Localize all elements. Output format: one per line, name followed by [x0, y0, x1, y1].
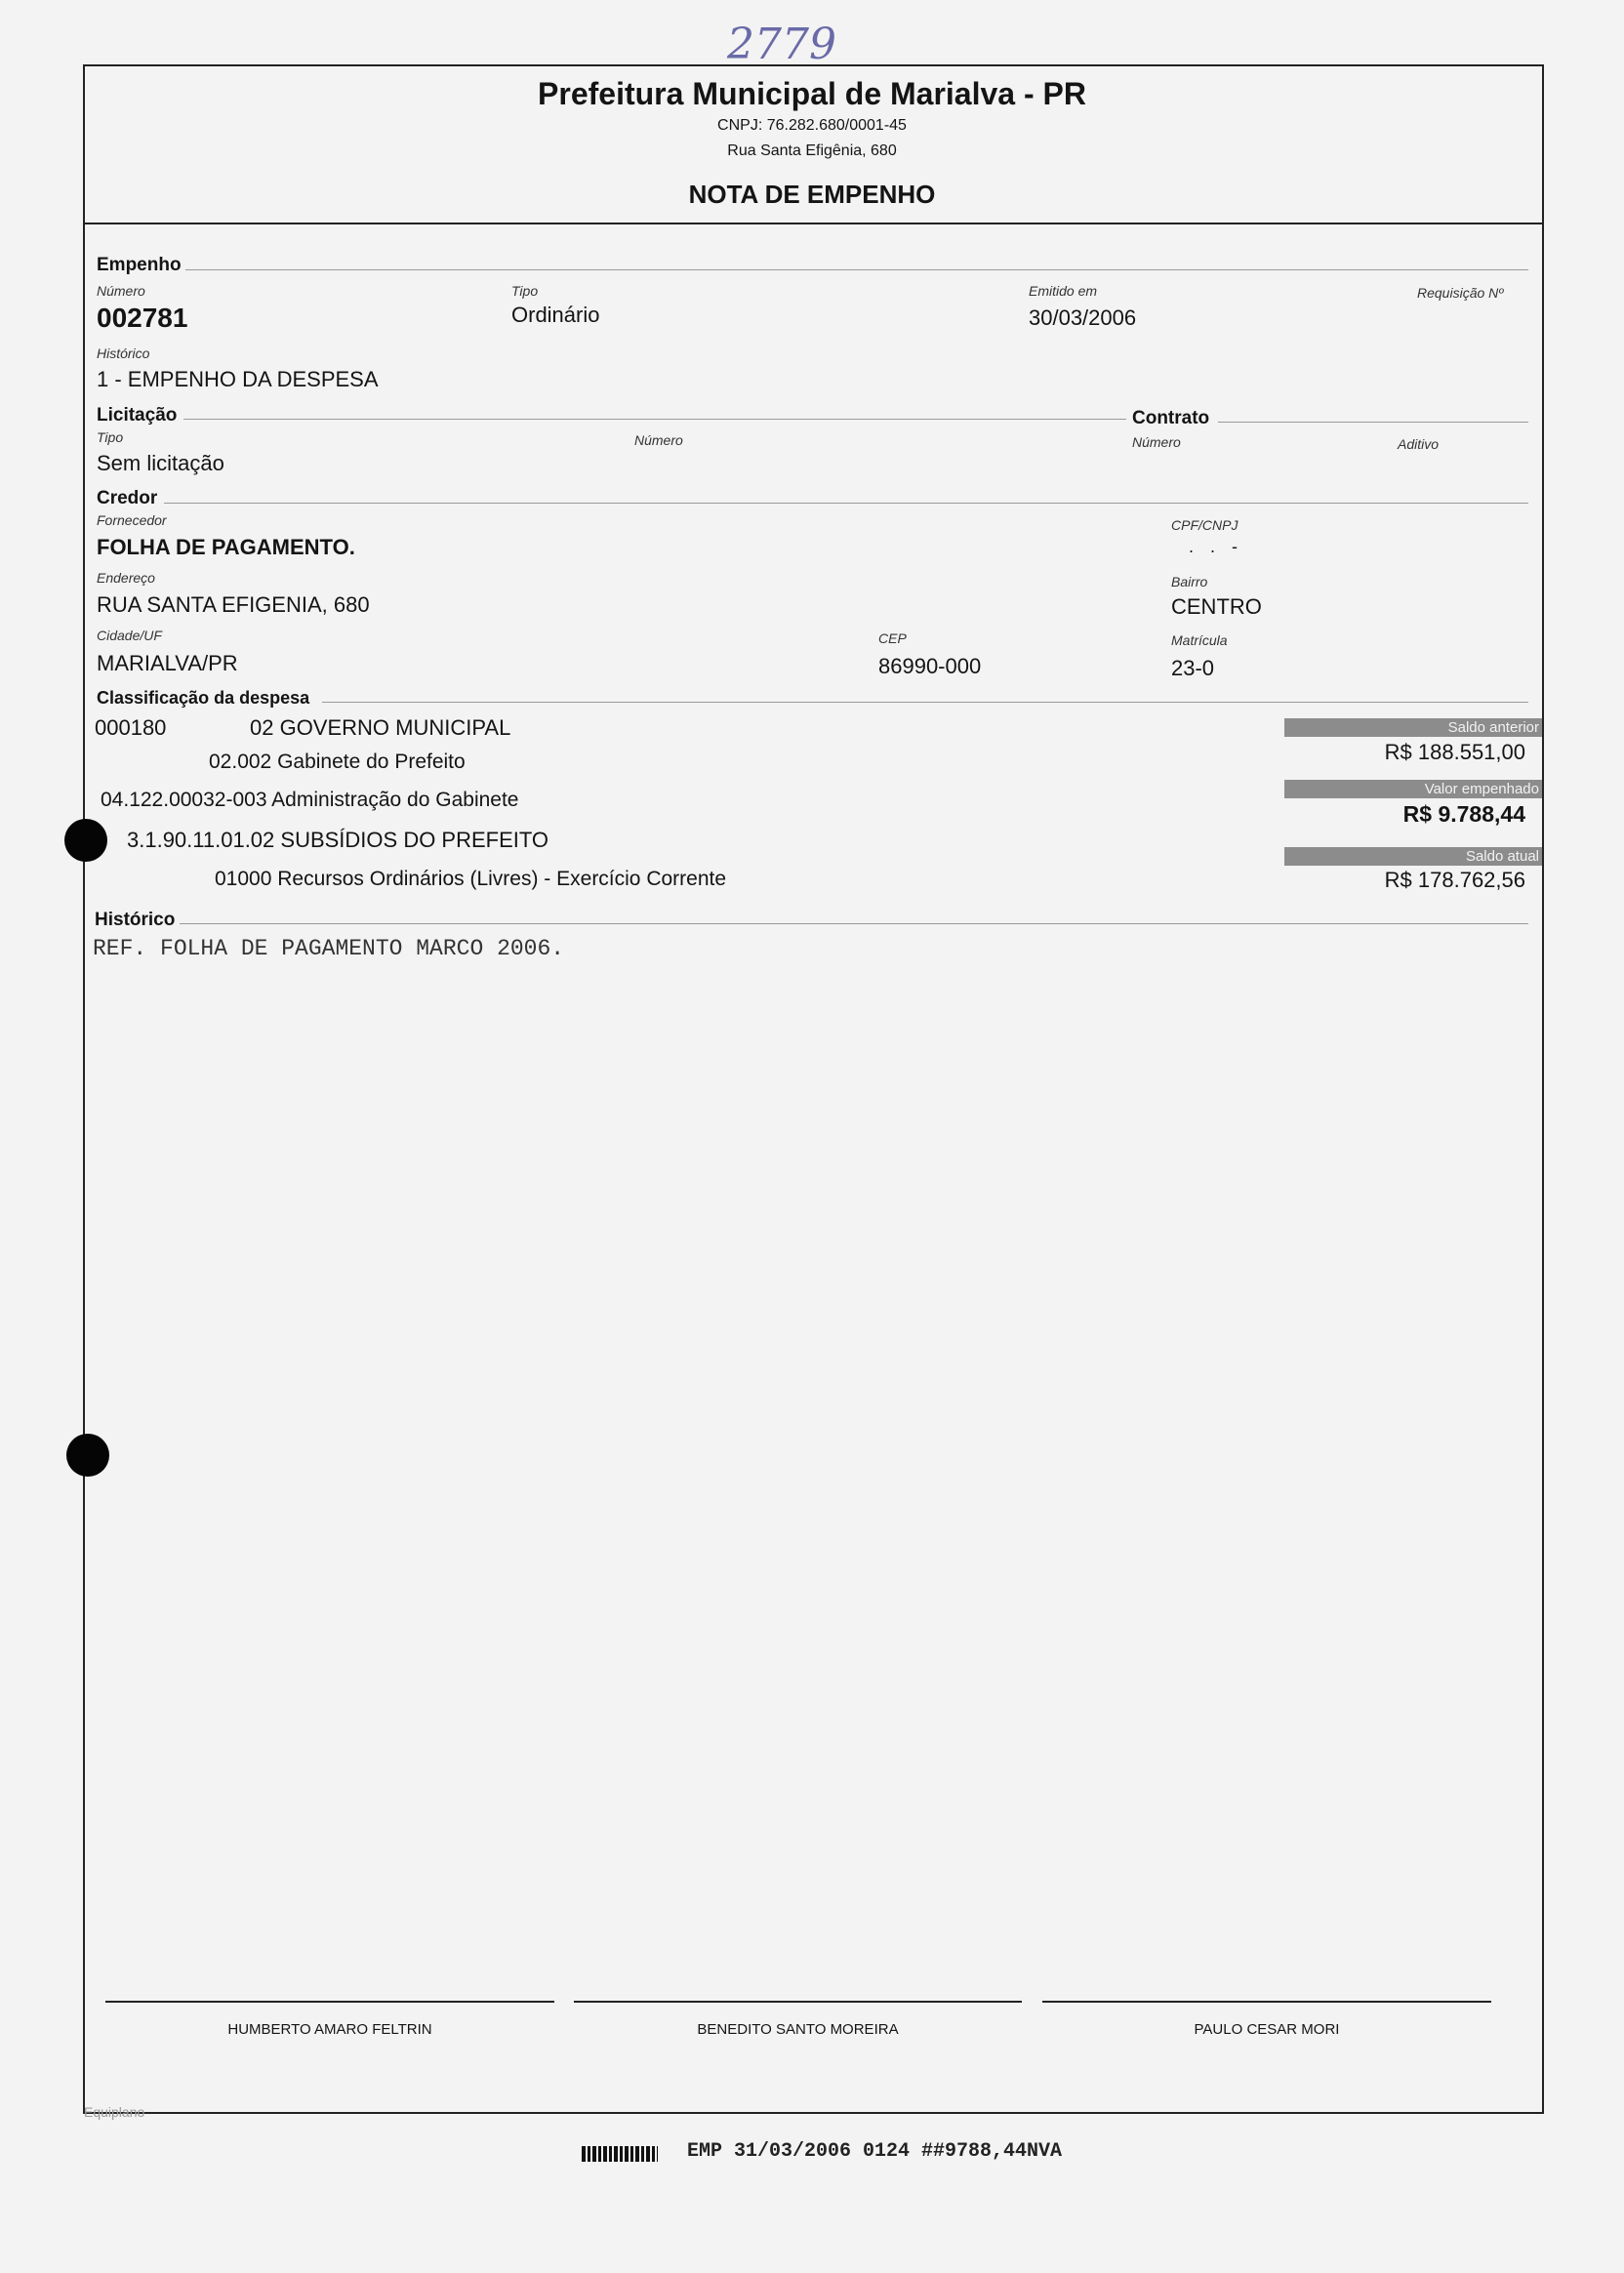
label-licitacao-tipo: Tipo [97, 429, 124, 445]
label-contrato-aditivo: Aditivo [1398, 436, 1440, 452]
signature-name: PAULO CESAR MORI [1194, 2021, 1340, 2038]
classificacao-funcional: 04.122.00032-003 Administração do Gabinete [101, 789, 519, 811]
section-rule [180, 923, 1528, 924]
credor-fornecedor: FOLHA DE PAGAMENTO. [97, 535, 355, 559]
classificacao-code: 000180 [95, 715, 167, 740]
barcode-mark [582, 2146, 658, 2162]
credor-bairro: CENTRO [1171, 594, 1262, 619]
cnpj: CNPJ: 76.282.680/0001-45 [717, 117, 907, 134]
empenho-emitido: 30/03/2006 [1029, 305, 1137, 330]
label-requisicao: Requisição Nº [1417, 285, 1504, 301]
label-cidade: Cidade/UF [97, 628, 162, 643]
label-tipo: Tipo [511, 283, 539, 299]
label-cpf: CPF/CNPJ [1171, 517, 1238, 533]
credor-cpf: . . - [1189, 537, 1243, 556]
classificacao-orgao: 02 GOVERNO MUNICIPAL [250, 715, 511, 740]
valor-empenhado-value: R$ 9.788,44 [1402, 801, 1525, 827]
credor-cidade: MARIALVA/PR [97, 651, 238, 675]
punch-hole [66, 1434, 109, 1477]
label-fornecedor: Fornecedor [97, 512, 167, 528]
page-title: Prefeitura Municipal de Marialva - PR [538, 76, 1086, 111]
header-divider [83, 223, 1544, 224]
classificacao-unidade: 02.002 Gabinete do Prefeito [209, 751, 466, 773]
section-rule [164, 503, 1528, 504]
section-contrato: Contrato [1132, 408, 1210, 428]
software-mark: Equiplano [84, 2104, 145, 2120]
historico-text: REF. FOLHA DE PAGAMENTO MARCO 2006. [93, 936, 565, 961]
section-licitacao: Licitação [97, 405, 178, 426]
saldo-anterior-value: R$ 188.551,00 [1384, 740, 1525, 764]
empenho-tipo: Ordinário [511, 303, 600, 327]
label-endereco: Endereço [97, 570, 155, 586]
label-cep: CEP [878, 630, 907, 646]
credor-matricula: 23-0 [1171, 656, 1215, 680]
machine-stamp: EMP 31/03/2006 0124 ##9788,44NVA [687, 2140, 1063, 2163]
saldo-atual-value: R$ 178.762,56 [1384, 868, 1525, 892]
address: Rua Santa Efigênia, 680 [727, 142, 897, 159]
section-historico: Histórico [95, 910, 176, 930]
saldo-atual-label: Saldo atual [1284, 847, 1542, 866]
signature-line [1042, 2001, 1491, 2003]
handwritten-annotation: 2779 [727, 20, 836, 69]
signature-line [574, 2001, 1022, 2003]
signature-name: HUMBERTO AMARO FELTRIN [227, 2021, 432, 2038]
credor-endereco: RUA SANTA EFIGENIA, 680 [97, 592, 370, 617]
label-licitacao-numero: Número [634, 432, 683, 448]
label-bairro: Bairro [1171, 574, 1208, 589]
valor-empenhado-label: Valor empenhado [1284, 780, 1542, 798]
credor-cep: 86990-000 [878, 654, 982, 678]
classificacao-natureza: 3.1.90.11.01.02 SUBSÍDIOS DO PREFEITO [127, 828, 549, 852]
section-rule [322, 702, 1528, 703]
section-empenho: Empenho [97, 255, 182, 275]
empenho-numero: 002781 [97, 303, 188, 333]
label-emitido: Emitido em [1029, 283, 1098, 299]
classificacao-recurso: 01000 Recursos Ordinários (Livres) - Exercício Corrente [215, 868, 727, 890]
empenho-historico: 1 - EMPENHO DA DESPESA [97, 367, 379, 391]
label-matricula: Matrícula [1171, 632, 1228, 648]
signature-name: BENEDITO SANTO MOREIRA [697, 2021, 899, 2038]
document-title: NOTA DE EMPENHO [688, 180, 936, 209]
section-rule [185, 269, 1528, 270]
section-classificacao: Classificação da despesa [97, 688, 310, 708]
section-credor: Credor [97, 488, 158, 508]
punch-hole [64, 819, 107, 862]
section-rule [183, 419, 1126, 420]
licitacao-tipo: Sem licitação [97, 451, 224, 475]
label-historico-empenho: Histórico [97, 345, 150, 361]
label-contrato-numero: Número [1132, 434, 1181, 450]
section-rule [1218, 422, 1528, 423]
label-numero: Número [97, 283, 145, 299]
saldo-anterior-label: Saldo anterior [1284, 718, 1542, 737]
signature-line [105, 2001, 554, 2003]
